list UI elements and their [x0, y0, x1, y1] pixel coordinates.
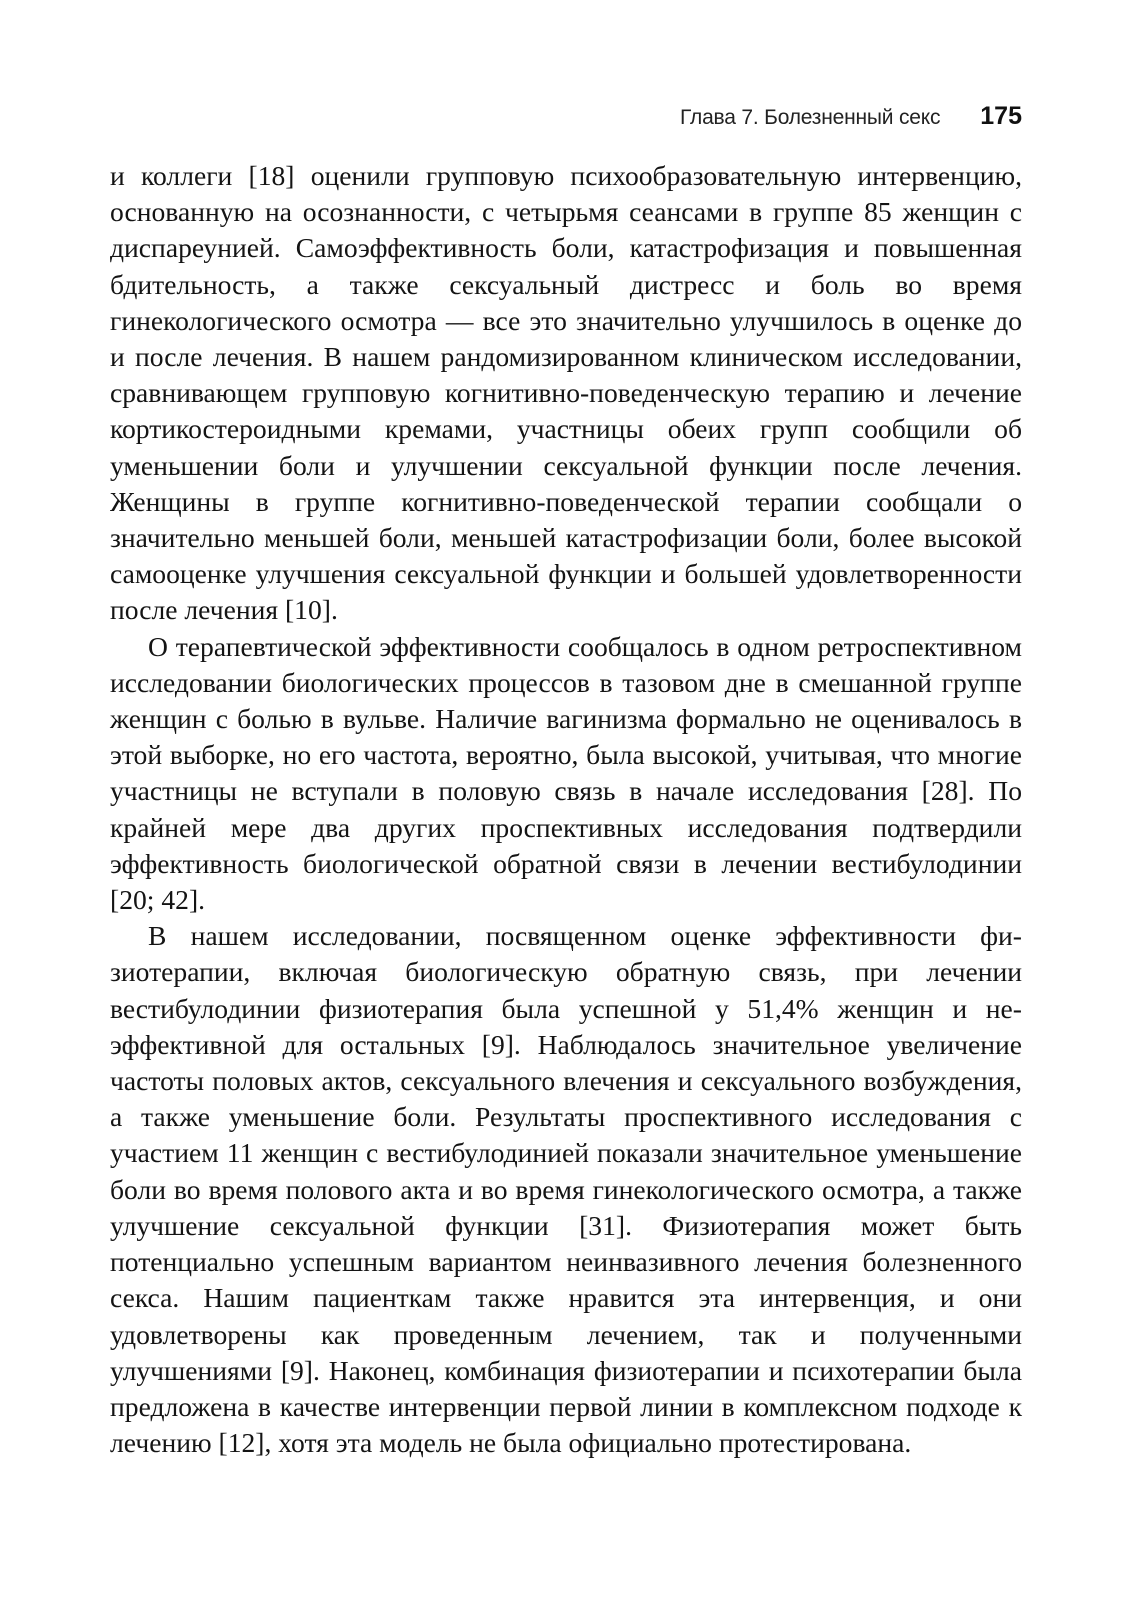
paragraph-continuation: и коллеги [18] оценили групповую психообразовательную интервенцию, основанную на осознанности, с четырьмя сеансами в группе 85 женщин с диспареунией. Самоэффективность боли, катастрофизация и повышенная бдительность, а также сексуальный дистресс и боль во время гинекологического осмотра — все это значительно улучшилось в оценке до и после лечения. В нашем рандомизированном клиническом исследовании, сравнивающем групповую когнитивно-поведенческую терапию и лечение кортикостероидными кремами, участницы обеих групп сообщили об уменьшении боли и улучшении сексуальной функции после лечения. Женщины в группе когнитивно-поведенческой терапии сообщали о значительно меньшей боли, меньшей катастрофизации боли, более высокой самооценке улучшения сексуальной функции и большей удовлетворенности после лечения [10].	[110, 160, 1022, 626]
page-number: 175	[980, 102, 1022, 130]
paragraph-physiotherapy: В нашем исследовании, посвященном оценке эффективности физиотерапии, включая биологическую обратную связь, при лечении вестибулодинии физиотерапия была успешной у 51,4% женщин и неэффективной для остальных [9]. Наблюдалось значительное увеличение частоты половых актов, сексуального влечения и сексуального возбуждения, а также уменьшение боли. Результаты проспективного исследования с участием 11 женщин с вестибулодинией показали значительное уменьшение боли во время полового акта и во время гинекологического осмотра, а также улучшение сексуальной функции [31]. Физиотерапия может быть потенциально успешным вариантом неинвазивного лечения болезненного секса. Нашим пациенткам также нравится эта интервенция, и они удовлетворены как проведенным лечением, так и полученными улучшениями [9]. Наконец, комбинация физиотерапии и психотерапии была предложена в качестве интервенции первой линии в комплексном подходе к лечению [12], хотя эта модель не была официально протестирована.	[110, 920, 1022, 1459]
paragraph-biofeedback: О терапевтической эффективности сообщалось в одном ретроспективном исследовании биологических процессов в тазовом дне в смешанной группе женщин с болью в вульве. Наличие вагинизма формально не оценивалось в этой выборке, но его частота, вероятно, была высокой, учитывая, что многие участницы не вступали в половую связь в начале исследования [28]. По крайней мере два других проспективных исследования подтвердили эффективность биологической обратной связи в лечении вестибулодинии [20; 42].	[110, 630, 1022, 916]
body-text	[110, 158, 1022, 1461]
running-title: Глава 7. Болезненный секс	[680, 106, 941, 129]
running-header	[110, 102, 1022, 138]
